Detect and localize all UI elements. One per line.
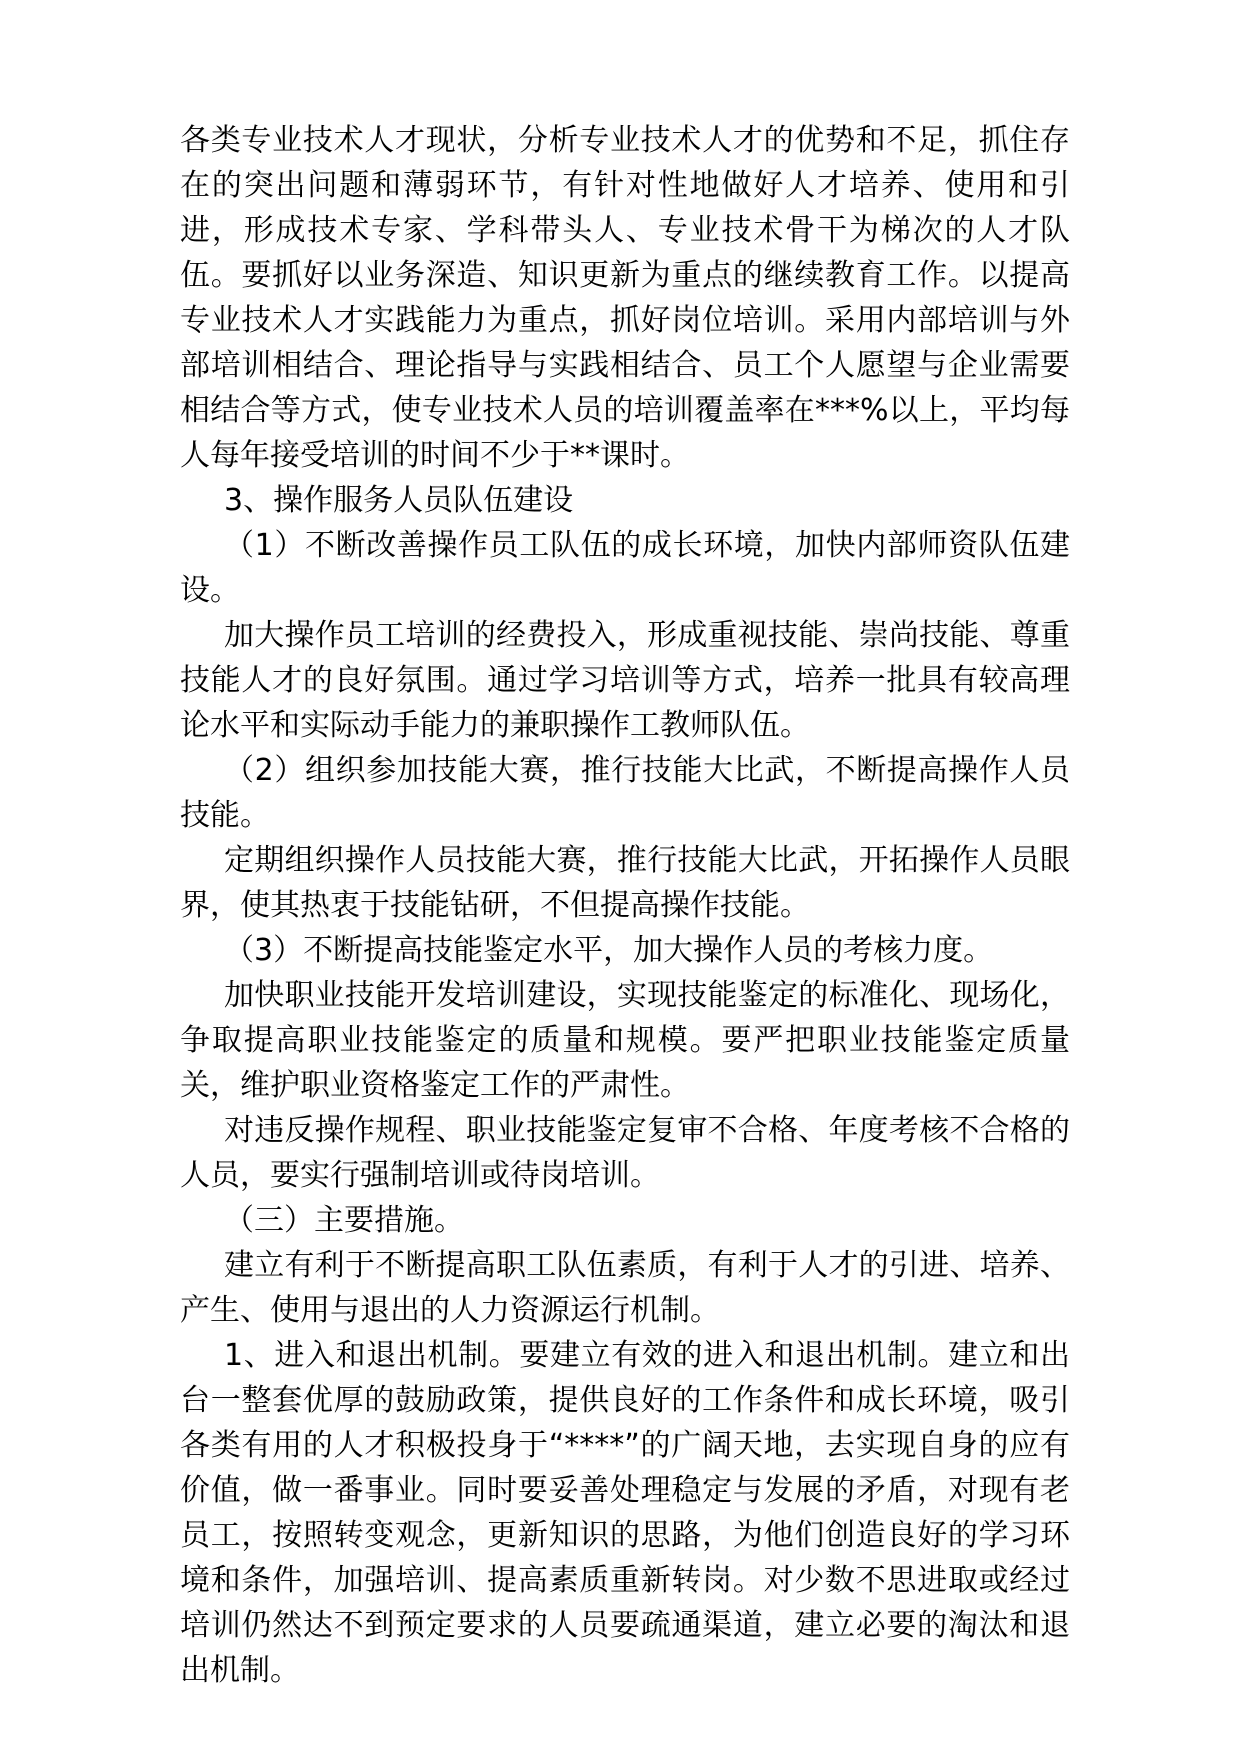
subheading-skill-competition: （2）组织参加技能大赛，推行技能大比武，不断提高操作人员技能。: [180, 753, 1070, 833]
paragraph-skill-appraisal: 加快职业技能开发培训建设，实现技能鉴定的标准化、现场化，争取提高职业技能鉴定的质量和规模。要严把职业技能鉴定质量关，维护职业资格鉴定工作的严肃性。: [180, 978, 1070, 1103]
document-body: [180, 118, 1070, 1693]
paragraph-entry-exit-mechanism: 1、进入和退出机制。要建立有效的进入和退出机制。建立和出台一整套优厚的鼓励政策，提供良好的工作条件和成长环境，吸引各类有用的人才积极投身于“****”的广阔天地，去实现自身的应有价值，做一番事业。同时要妥善处理稳定与发展的矛盾，对现有老员工，按照转变观念，更新知识的思路，为他们创造良好的学习环境和条件，加强培训、提高素质重新转岗。对少数不思进取或经过培训仍然达不到预定要求的人员要疏通渠道，建立必要的淘汰和退出机制。: [180, 1338, 1070, 1688]
paragraph-skill-competition: 定期组织操作人员技能大赛，推行技能大比武，开拓操作人员眼界，使其热衷于技能钻研，不但提高操作技能。: [180, 843, 1070, 923]
paragraph-mandatory-training: 对违反操作规程、职业技能鉴定复审不合格、年度考核不合格的人员，要实行强制培训或待岗培训。: [180, 1113, 1070, 1193]
subheading-main-measures: （三）主要措施。: [224, 1203, 464, 1238]
subheading-growth-environment: （1）不断改善操作员工队伍的成长环境，加快内部师资队伍建设。: [180, 528, 1070, 608]
paragraph-training-investment: 加大操作员工培训的经费投入，形成重视技能、崇尚技能、尊重技能人才的良好氛围。通过学习培训等方式，培养一批具有较高理论水平和实际动手能力的兼职操作工教师队伍。: [180, 618, 1070, 743]
subheading-skill-appraisal: （3）不断提高技能鉴定水平，加大操作人员的考核力度。: [224, 933, 994, 968]
paragraph-hr-mechanism: 建立有利于不断提高职工队伍素质，有利于人才的引进、培养、产生、使用与退出的人力资源运行机制。: [180, 1248, 1070, 1328]
paragraph-talent-status: 各类专业技术人才现状，分析专业技术人才的优势和不足，抓住存在的突出问题和薄弱环节，有针对性地做好人才培养、使用和引进，形成技术专家、学科带头人、专业技术骨干为梯次的人才队伍。要抓好以业务深造、知识更新为重点的继续教育工作。以提高专业技术人才实践能力为重点，抓好岗位培训。采用内部培训与外部培训相结合、理论指导与实践相结合、员工个人愿望与企业需要相结合等方式，使专业技术人员的培训覆盖率在***%以上，平均每人每年接受培训的时间不少于**课时。: [180, 123, 1070, 473]
section-heading-operation-staff: 3、操作服务人员队伍建设: [224, 483, 574, 518]
